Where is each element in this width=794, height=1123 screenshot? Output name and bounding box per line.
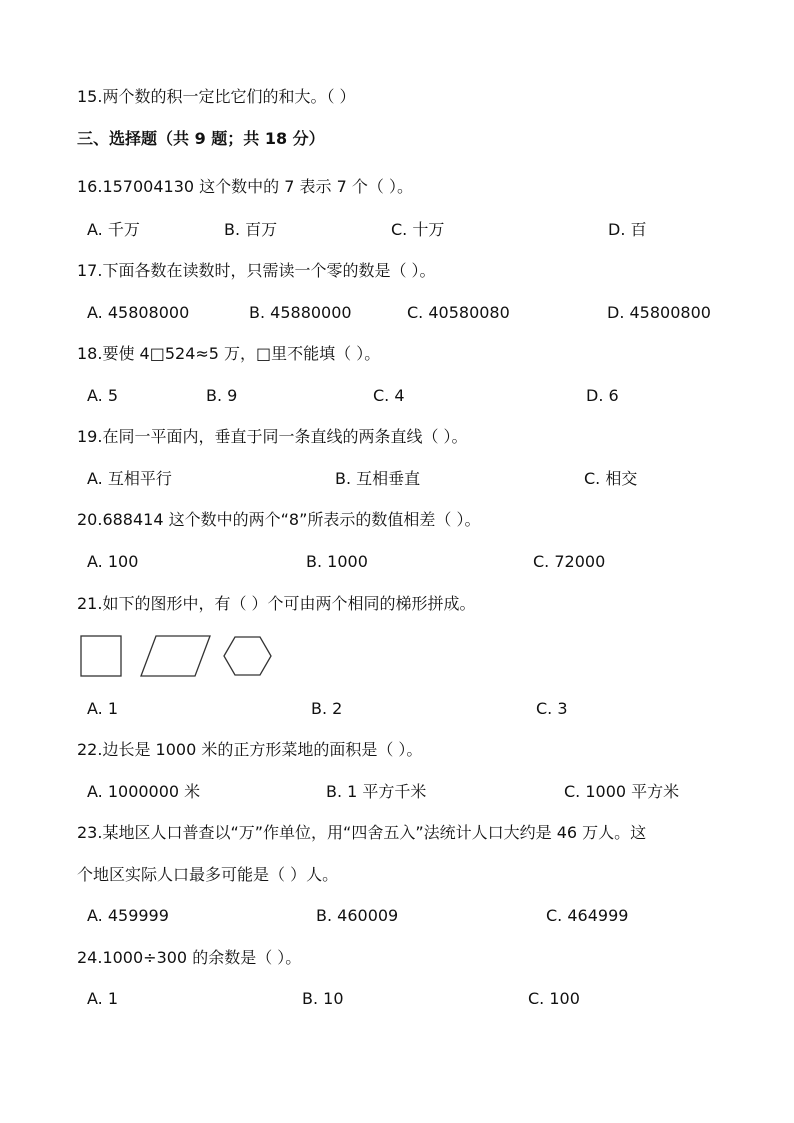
q24-option-a: A. 1 <box>87 989 119 1008</box>
q21-option-c: C. 3 <box>536 699 568 718</box>
q16-option-d: D. 百 <box>608 220 647 239</box>
parallelogram-shape <box>141 636 210 676</box>
q17-option-d: D. 45800800 <box>607 303 711 322</box>
q24-option-b: B. 10 <box>302 989 344 1008</box>
q23-option-c: C. 464999 <box>546 906 629 925</box>
question-15-text: 15.两个数的积一定比它们的和大。（ ） <box>77 87 356 106</box>
question-23-text-continued: 个地区实际人口最多可能是（ ）人。 <box>77 865 339 884</box>
q20-option-c: C. 72000 <box>533 552 606 571</box>
q20-option-a: A. 100 <box>87 552 139 571</box>
q19-option-a: A. 互相平行 <box>87 469 172 488</box>
q19-option-c: C. 相交 <box>584 469 638 488</box>
question-19-text: 19.在同一平面内，垂直于同一条直线的两条直线（ ）。 <box>77 427 468 446</box>
q21-option-a: A. 1 <box>87 699 119 718</box>
q16-option-b: B. 百万 <box>224 220 278 239</box>
square-shape <box>81 636 121 676</box>
question-23-text: 23.某地区人口普查以“万”作单位，用“四舍五入”法统计人口大约是 46 万人。这 <box>77 823 647 842</box>
section-heading: 三、选择题（共 9 题；共 18 分） <box>77 129 325 148</box>
question-18-text: 18.要使 4□524≈5 万，□里不能填（ ）。 <box>77 344 381 363</box>
q22-option-b: B. 1 平方千米 <box>326 782 427 801</box>
q18-option-a: A. 5 <box>87 386 119 405</box>
question-20-text: 20.688414 这个数中的两个“8”所表示的数值相差（ ）。 <box>77 510 481 529</box>
shapes-figure <box>80 634 280 680</box>
q21-option-b: B. 2 <box>311 699 343 718</box>
q20-option-b: B. 1000 <box>306 552 368 571</box>
q23-option-b: B. 460009 <box>316 906 399 925</box>
question-22-text: 22.边长是 1000 米的正方形菜地的面积是（ ）。 <box>77 740 423 759</box>
q16-option-a: A. 千万 <box>87 220 140 239</box>
q22-option-a: A. 1000000 米 <box>87 782 201 801</box>
q17-option-a: A. 45808000 <box>87 303 190 322</box>
question-16-text: 16.157004130 这个数中的 7 表示 7 个（ ）。 <box>77 177 413 196</box>
q17-option-c: C. 40580080 <box>407 303 510 322</box>
question-21-text: 21.如下的图形中，有（ ）个可由两个相同的梯形拼成。 <box>77 594 476 613</box>
q19-option-b: B. 互相垂直 <box>335 469 421 488</box>
q18-option-d: D. 6 <box>586 386 619 405</box>
hexagon-shape <box>224 637 271 675</box>
q23-option-a: A. 459999 <box>87 906 169 925</box>
q17-option-b: B. 45880000 <box>249 303 352 322</box>
q22-option-c: C. 1000 平方米 <box>564 782 680 801</box>
q16-option-c: C. 十万 <box>391 220 445 239</box>
q18-option-b: B. 9 <box>206 386 238 405</box>
question-17-text: 17.下面各数在读数时，只需读一个零的数是（ ）。 <box>77 261 436 280</box>
question-24-text: 24.1000÷300 的余数是（ ）。 <box>77 948 302 967</box>
q18-option-c: C. 4 <box>373 386 405 405</box>
q24-option-c: C. 100 <box>528 989 580 1008</box>
